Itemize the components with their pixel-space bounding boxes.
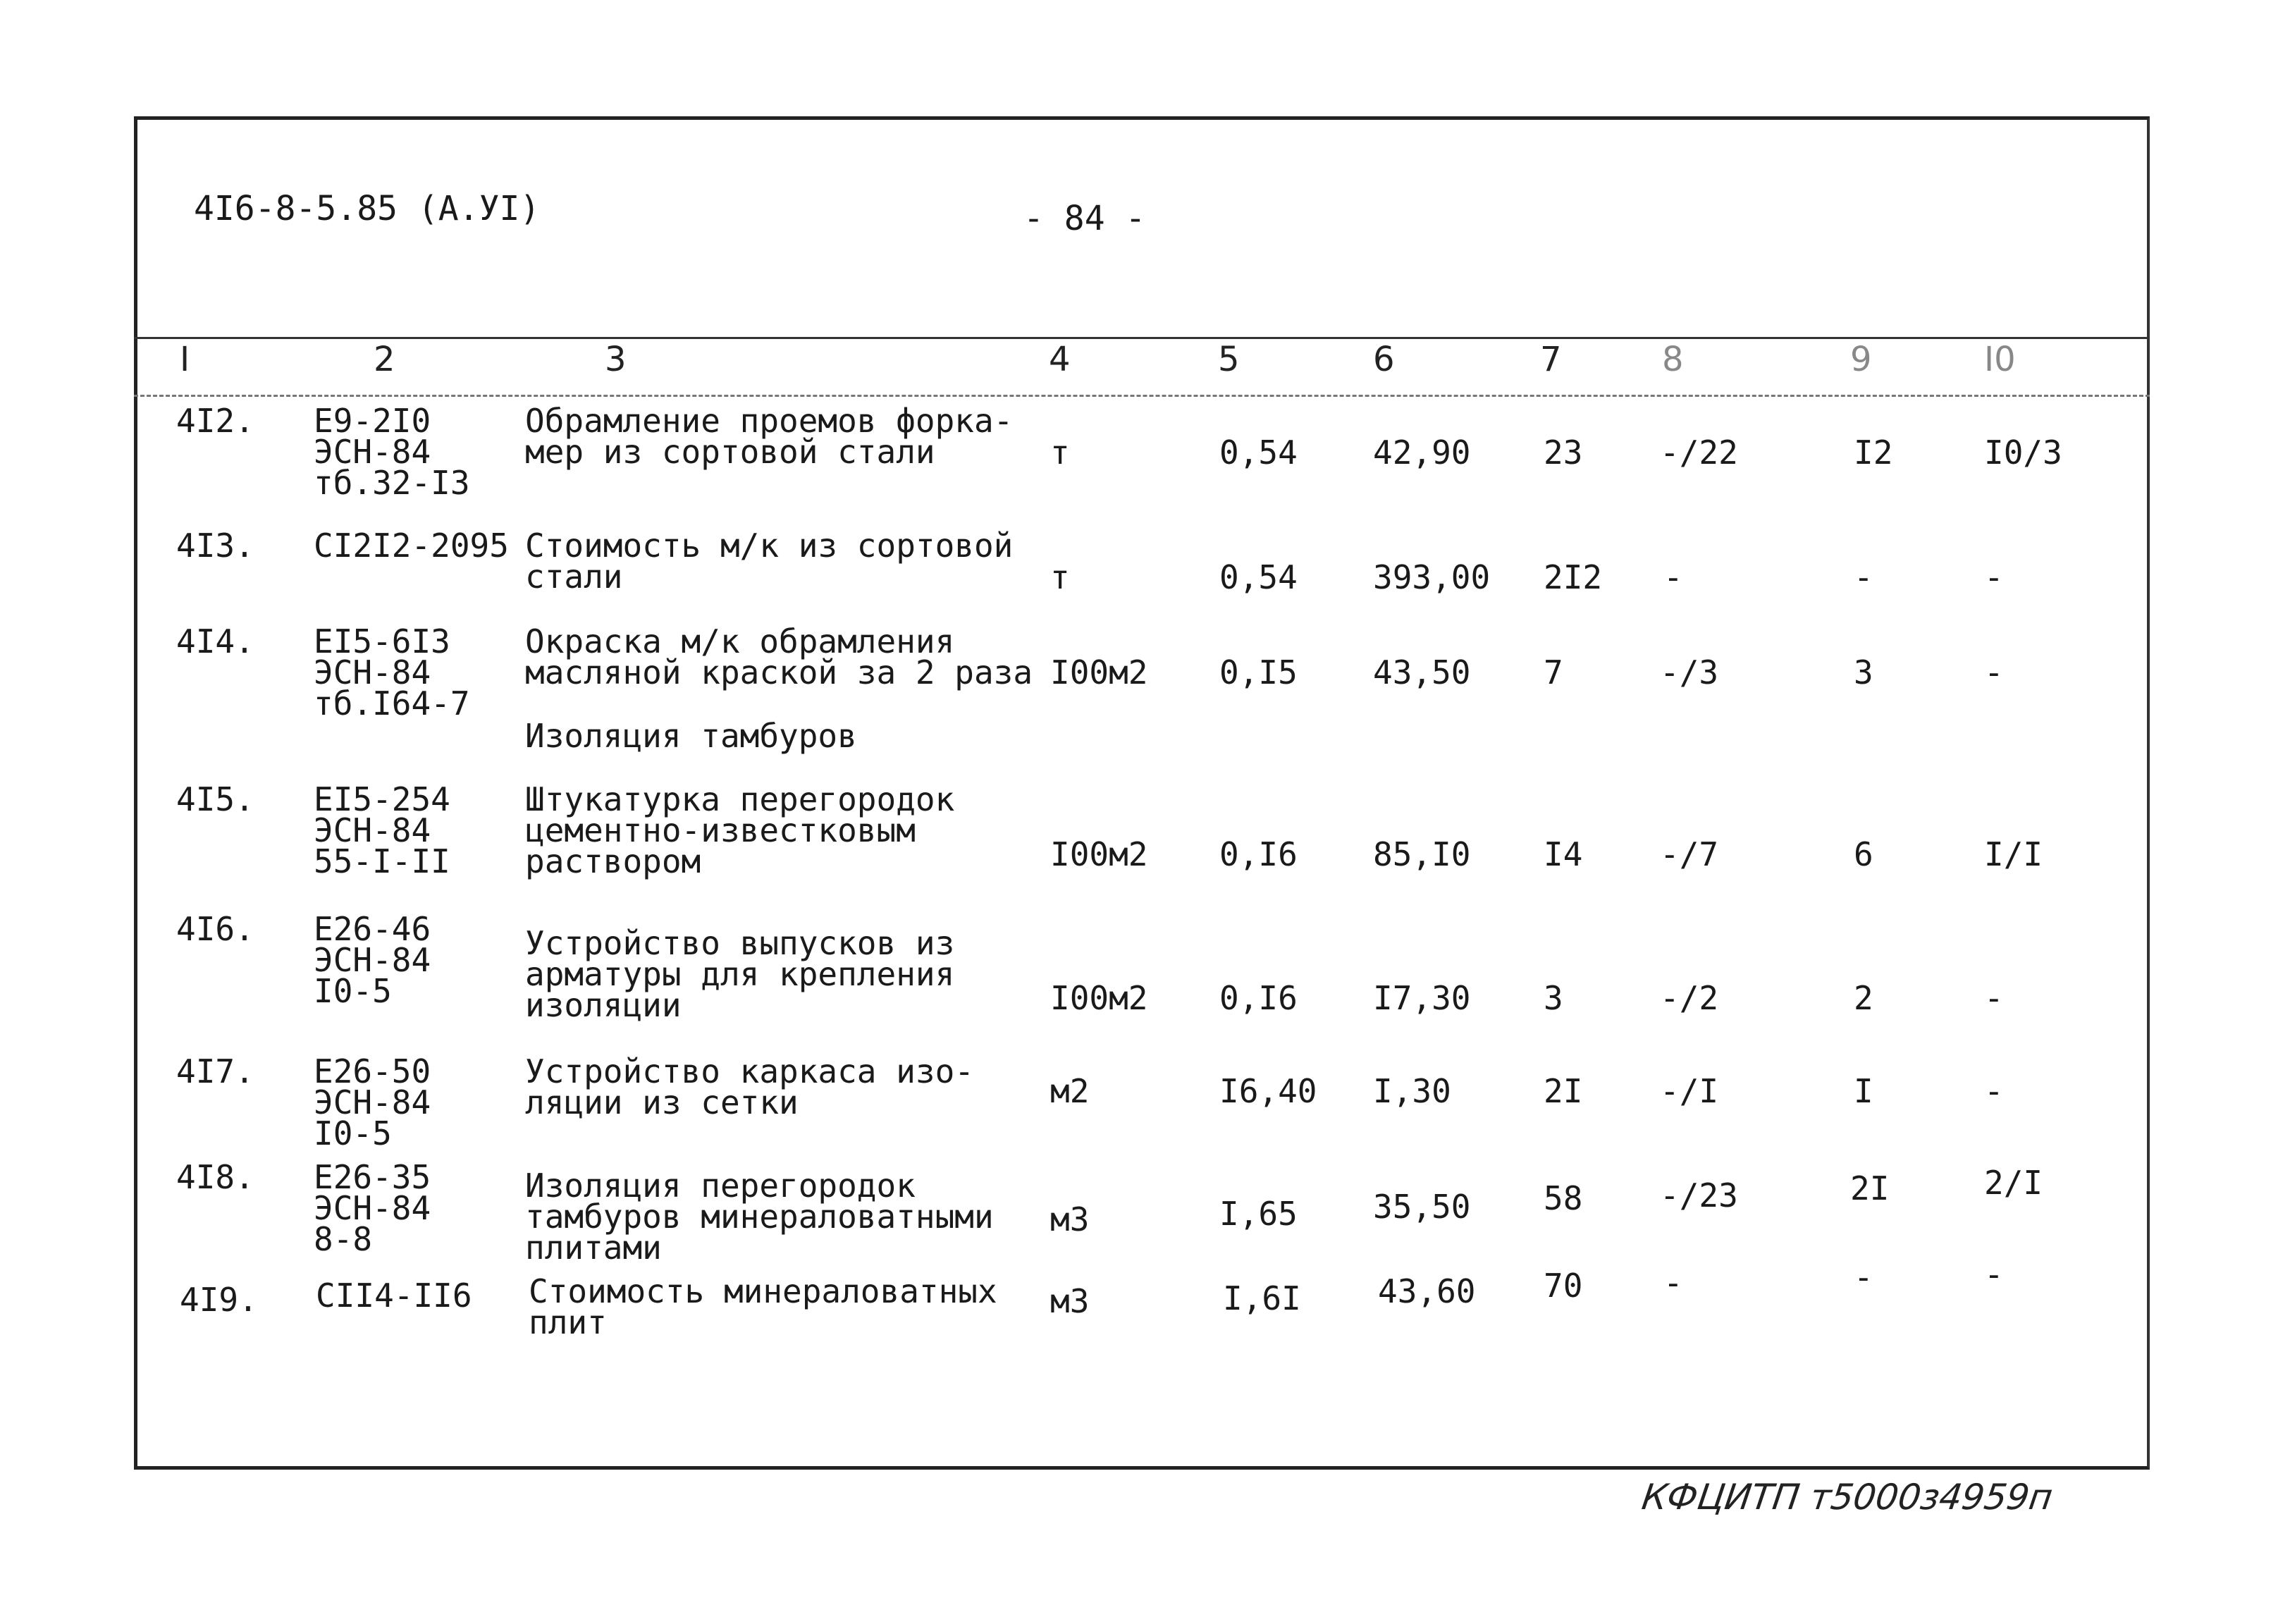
work-description: Стоимость минераловатных плит bbox=[529, 1272, 997, 1341]
total-cost: I4 bbox=[1544, 835, 1583, 873]
column-9-value: 2 bbox=[1854, 979, 1873, 1017]
total-cost: 2I2 bbox=[1544, 558, 1603, 596]
norm-code: E26-50 ЭСН-84 I0-5 bbox=[314, 1052, 431, 1152]
column-header-5: 5 bbox=[1218, 340, 1240, 379]
unit: м3 bbox=[1050, 1200, 1090, 1238]
column-10-value: - bbox=[1984, 1072, 2004, 1110]
table-row bbox=[0, 622, 2290, 722]
table-row bbox=[0, 1255, 2290, 1341]
quantity: 0,I6 bbox=[1219, 979, 1298, 1017]
unit-price: 43,60 bbox=[1378, 1272, 1476, 1310]
row-number: 4I7. bbox=[176, 1052, 254, 1090]
unit-price: 85,I0 bbox=[1373, 835, 1471, 873]
column-9-value: I2 bbox=[1854, 433, 1893, 472]
section-title: Изоляция тамбуров bbox=[525, 717, 857, 755]
work-description: Стоимость м/к из сортовой стали bbox=[525, 527, 1014, 596]
row-number: 4I8. bbox=[176, 1158, 254, 1196]
column-10-value: - bbox=[1984, 653, 2004, 691]
norm-code: EI5-6I3 ЭСН-84 тб.I64-7 bbox=[314, 622, 470, 722]
unit: I00м2 bbox=[1050, 653, 1148, 691]
table-row bbox=[0, 527, 2290, 596]
column-9-value: - bbox=[1854, 1258, 1873, 1296]
unit: I00м2 bbox=[1050, 835, 1148, 873]
norm-code: E9-2I0 ЭСН-84 тб.32-I3 bbox=[314, 402, 470, 502]
column-9-value: I bbox=[1854, 1072, 1873, 1110]
column-header-10: I0 bbox=[1984, 340, 2016, 379]
column-header-6: 6 bbox=[1373, 340, 1395, 379]
row-number: 4I5. bbox=[176, 780, 254, 818]
row-number: 4I2. bbox=[176, 402, 254, 440]
work-description: Окраска м/к обрамления масляной краской за 2 раза bbox=[525, 622, 1033, 691]
total-cost: 58 bbox=[1544, 1179, 1583, 1217]
work-description: Штукатурка перегородок цементно-известковым раствором bbox=[525, 780, 955, 880]
column-8-value: - bbox=[1663, 558, 1683, 596]
column-8-value: - bbox=[1663, 1264, 1683, 1302]
table-row bbox=[0, 910, 2290, 1024]
unit-price: I7,30 bbox=[1373, 979, 1471, 1017]
table-header-top-rule bbox=[134, 337, 2150, 339]
norm-code: CII4-II6 bbox=[316, 1277, 472, 1315]
column-8-value: -/I bbox=[1660, 1072, 1719, 1110]
total-cost: 7 bbox=[1544, 653, 1563, 691]
total-cost: 2I bbox=[1544, 1072, 1583, 1110]
row-number: 4I3. bbox=[176, 527, 254, 565]
work-description: Устройство каркаса изо- ляции из сетки bbox=[525, 1052, 974, 1121]
quantity: 0,54 bbox=[1219, 558, 1298, 596]
quantity: I,6I bbox=[1223, 1279, 1301, 1317]
norm-code: E26-35 ЭСН-84 8-8 bbox=[314, 1158, 431, 1258]
work-description: Обрамление проемов форка- мер из сортовой стали bbox=[525, 402, 1014, 471]
unit: м2 bbox=[1050, 1072, 1090, 1110]
column-9-value: 3 bbox=[1854, 653, 1873, 691]
column-header-2: 2 bbox=[374, 340, 395, 379]
row-number: 4I6. bbox=[176, 910, 254, 948]
column-header-1: I bbox=[180, 340, 190, 379]
quantity: 0,I6 bbox=[1219, 835, 1298, 873]
column-header-3: 3 bbox=[605, 340, 627, 379]
quantity: I,65 bbox=[1219, 1195, 1298, 1233]
norm-code: CI2I2-2095 bbox=[314, 527, 509, 565]
unit-price: 393,00 bbox=[1373, 558, 1491, 596]
column-8-value: -/7 bbox=[1660, 835, 1719, 873]
quantity: 0,54 bbox=[1219, 433, 1298, 472]
document-code: 4I6-8-5.85 (A.УI) bbox=[194, 189, 541, 228]
column-9-value: 2I bbox=[1850, 1169, 1890, 1207]
column-8-value: -/22 bbox=[1660, 433, 1738, 472]
table-row bbox=[0, 1158, 2290, 1267]
archive-stamp: КФЦИТП т5000з4959п bbox=[1639, 1477, 2055, 1518]
column-10-value: - bbox=[1984, 558, 2004, 596]
row-number: 4I9. bbox=[180, 1281, 258, 1319]
total-cost: 70 bbox=[1544, 1267, 1583, 1305]
column-9-value: 6 bbox=[1854, 835, 1873, 873]
column-10-value: - bbox=[1984, 1255, 2004, 1293]
total-cost: 3 bbox=[1544, 979, 1563, 1017]
quantity: 0,I5 bbox=[1219, 653, 1298, 691]
table-row bbox=[0, 402, 2290, 502]
column-10-value: I/I bbox=[1984, 835, 2043, 873]
column-10-value: I0/3 bbox=[1984, 433, 2062, 472]
unit: м3 bbox=[1050, 1282, 1090, 1320]
unit: т bbox=[1050, 558, 1070, 596]
page-number: - 84 - bbox=[1023, 199, 1146, 238]
column-8-value: -/23 bbox=[1660, 1176, 1738, 1214]
column-9-value: - bbox=[1854, 558, 1873, 596]
table-row bbox=[0, 780, 2290, 880]
unit-price: I,30 bbox=[1373, 1072, 1451, 1110]
unit-price: 35,50 bbox=[1373, 1188, 1471, 1226]
norm-code: EI5-254 ЭСН-84 55-I-II bbox=[314, 780, 450, 880]
work-description: Устройство выпусков из арматуры для крепления изоляции bbox=[525, 924, 955, 1024]
column-header-7: 7 bbox=[1540, 340, 1562, 379]
norm-code: E26-46 ЭСН-84 I0-5 bbox=[314, 910, 431, 1010]
column-10-value: - bbox=[1984, 979, 2004, 1017]
unit-price: 42,90 bbox=[1373, 433, 1471, 472]
column-8-value: -/2 bbox=[1660, 979, 1719, 1017]
unit-price: 43,50 bbox=[1373, 653, 1471, 691]
column-header-8: 8 bbox=[1662, 340, 1684, 379]
table-row bbox=[0, 1052, 2290, 1152]
total-cost: 23 bbox=[1544, 433, 1583, 472]
unit: I00м2 bbox=[1050, 979, 1148, 1017]
column-8-value: -/3 bbox=[1660, 653, 1719, 691]
column-10-value: 2/I bbox=[1984, 1164, 2043, 1202]
unit: т bbox=[1050, 433, 1070, 472]
column-header-9: 9 bbox=[1850, 340, 1872, 379]
quantity: I6,40 bbox=[1219, 1072, 1317, 1110]
table-header-bottom-rule bbox=[134, 395, 2150, 397]
column-header-4: 4 bbox=[1049, 340, 1071, 379]
row-number: 4I4. bbox=[176, 622, 254, 660]
work-description: Изоляция перегородок тамбуров минераловатными плитами bbox=[525, 1167, 994, 1267]
